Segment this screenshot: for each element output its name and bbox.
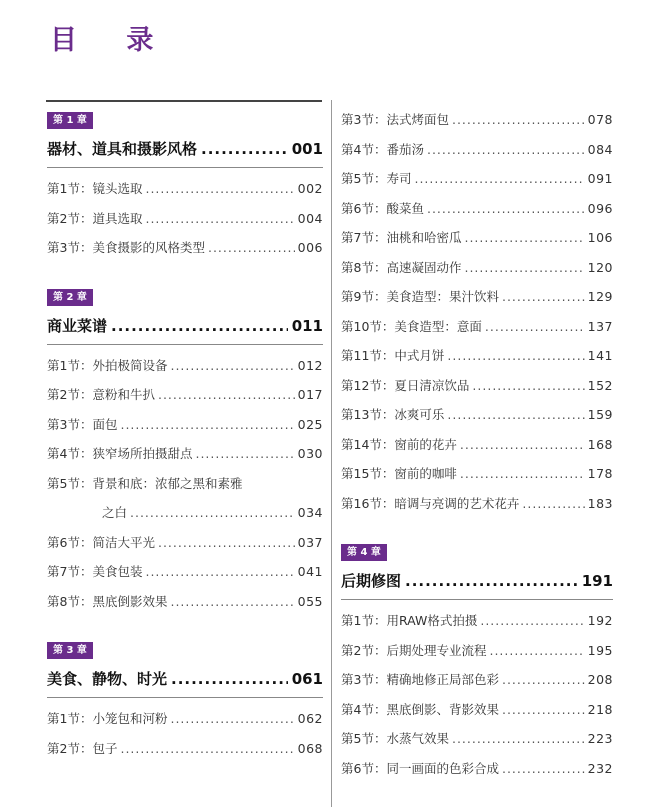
section-number: 第4节： [341,701,387,717]
top-rule [46,100,322,102]
section-title: 黑底倒影、背影效果 [386,701,499,717]
section-page: 034 [297,505,323,520]
section-title: 美食造型：意面 [394,318,482,334]
chapter-2 [47,285,323,617]
leader-dots [502,282,585,312]
leader-dots [452,105,585,135]
section-page: 218 [587,701,613,717]
toc-entry[interactable] [341,371,613,401]
toc-entry[interactable] [47,410,323,440]
toc-entry[interactable] [341,253,613,283]
section-page: 152 [587,377,613,393]
toc-entry[interactable] [341,135,613,165]
leader-dots [170,704,294,734]
toc-entry[interactable] [47,587,323,617]
section-title: 狭窄场所拍摄甜点 [92,446,193,461]
leader-dots [447,400,584,430]
section-title: 夏日清凉饮品 [394,377,470,393]
section-page: 037 [297,534,323,550]
toc-entry[interactable] [341,341,613,371]
chapter-heading[interactable] [47,665,323,693]
leader-dots [111,312,288,340]
section-page: 068 [297,740,323,756]
section-page: 091 [587,171,613,186]
section-page: 137 [587,318,613,334]
section-page: 183 [587,495,613,511]
section-number: 第1节： [47,711,93,726]
chapter-3 [47,638,323,763]
section-title: 水蒸气效果 [386,731,449,746]
leader-dots [170,351,294,381]
toc-entry[interactable] [47,528,323,558]
section-title: 寿司 [386,171,412,186]
toc-entry[interactable] [341,636,613,666]
leader-dots [120,734,294,764]
section-page: 004 [297,210,323,226]
section-page: 017 [297,387,323,402]
chapter-title: 美食、静物、时光 [47,670,168,688]
section-title: 番茄汤 [386,141,424,157]
leader-dots [145,204,294,234]
column-divider [331,100,332,807]
leader-dots [460,459,585,489]
section-title: 美食包装 [92,564,143,579]
section-number: 第3节： [341,112,387,127]
toc-entry[interactable] [341,164,613,194]
section-number: 第7节： [47,564,93,579]
leader-dots [405,567,578,595]
section-page: 002 [297,181,323,196]
toc-entry[interactable] [341,665,613,695]
section-title: 暗调与亮调的艺术花卉 [394,495,520,511]
toc-entry[interactable] [47,469,323,499]
toc-entry[interactable] [47,351,323,381]
chapter-4 [341,540,613,783]
section-title: 窗前的咖啡 [394,466,457,481]
section-number: 第6节： [341,760,387,776]
section-title: 美食摄影的风格类型 [92,240,205,255]
leader-dots [201,135,288,163]
chapter-page: 191 [581,572,613,590]
section-number: 第13节： [341,407,395,422]
leader-dots [452,724,585,754]
chapter-badge: 第 1 章 [47,112,93,129]
toc-entry[interactable] [47,439,323,469]
leader-dots [170,587,294,617]
toc-entry[interactable] [341,754,613,784]
chapter-title: 后期修图 [341,572,402,590]
section-title: 酸菜鱼 [386,200,424,216]
section-page: 041 [297,564,323,579]
section-number: 第12节： [341,377,395,393]
leader-dots [502,695,585,725]
section-number: 第3节： [47,416,93,432]
section-title: 后期处理专业流程 [386,642,487,658]
section-number: 第16节： [341,495,395,511]
toc-entry[interactable] [47,734,323,764]
toc-entry[interactable] [341,400,613,430]
leader-dots [464,253,584,283]
section-title: 高速凝固动作 [386,259,462,275]
section-number: 第4节： [47,446,93,461]
section-title: 油桃和哈密瓜 [386,230,462,245]
section-title: 意粉和牛扒 [92,387,155,402]
toc-entry[interactable] [47,704,323,734]
section-number: 第5节： [341,171,387,186]
chapter-title: 器材、道具和摄影风格 [47,140,198,158]
leader-dots [130,498,295,528]
leader-dots [120,410,294,440]
section-page: 223 [587,731,613,746]
section-number: 第9节： [341,289,387,304]
toc-entry-continued[interactable] [47,498,323,528]
section-title: 中式月饼 [394,348,445,363]
chapter-heading[interactable] [47,312,323,340]
chapter-badge: 第 2 章 [47,289,93,306]
toc-entry[interactable] [47,174,323,204]
section-number: 第1节： [47,357,93,373]
section-number: 第1节： [341,613,387,628]
toc-entry[interactable] [47,233,323,263]
leader-dots [158,528,295,558]
section-title: 镜头选取 [92,181,143,196]
section-page: 129 [587,289,613,304]
leader-dots [195,439,294,469]
section-title: 法式烤面包 [386,112,449,127]
leader-dots [489,636,584,666]
section-page: 006 [297,240,323,255]
leader-dots [145,174,294,204]
toc-entry[interactable] [341,695,613,725]
leader-dots [158,380,295,410]
section-page: 096 [587,200,613,216]
section-title: 简洁大平光 [92,534,155,550]
section-page: 106 [587,230,613,245]
chapter-page: 061 [291,670,323,688]
section-page: 055 [297,593,323,609]
toc-entry[interactable] [341,459,613,489]
leader-dots [427,135,585,165]
section-number: 第2节： [47,387,93,402]
chapter-heading[interactable] [341,567,613,595]
chapter-rule [47,167,323,168]
toc-entry[interactable] [47,380,323,410]
section-page: 062 [297,711,323,726]
leader-dots [460,430,585,460]
leader-dots [485,312,585,342]
toc-entry[interactable] [341,105,613,135]
toc-left-column [47,108,323,763]
chapter-badge: 第 4 章 [341,544,387,561]
leader-dots [472,371,584,401]
section-page: 012 [297,357,323,373]
toc-entry[interactable] [341,194,613,224]
chapter-page: 001 [291,140,323,158]
section-title: 用RAW格式拍摄 [386,613,478,628]
section-page: 208 [587,672,613,687]
section-page: 195 [587,642,613,658]
leader-dots [464,223,584,253]
section-number: 第11节： [341,348,395,363]
leader-dots [427,194,585,224]
section-title: 同一画面的色彩合成 [386,760,499,776]
section-page: 030 [297,446,323,461]
toc-entry[interactable] [341,282,613,312]
toc-entry[interactable] [47,557,323,587]
chapter-title: 商业菜谱 [47,316,108,335]
section-number: 第2节： [341,642,387,658]
section-number: 第15节： [341,466,395,481]
section-number: 第5节： [341,731,387,746]
section-page: 025 [297,416,323,432]
section-page: 078 [587,112,613,127]
section-number: 第3节： [47,240,93,255]
leader-dots [145,557,294,587]
toc-entry[interactable] [341,489,613,519]
toc-entry[interactable] [341,606,613,636]
section-number: 第10节： [341,318,395,334]
section-page: 178 [587,466,613,481]
section-number: 第2节： [47,740,93,756]
leader-dots [171,665,288,693]
section-page: 159 [587,407,613,422]
section-number: 第4节： [341,141,387,157]
toc-entry[interactable] [341,312,613,342]
leader-dots [208,233,295,263]
toc-right-column [341,105,613,783]
chapter-rule [47,697,323,698]
section-page: 192 [587,613,613,628]
leader-dots [414,164,584,194]
section-title: 黑底倒影效果 [92,593,168,609]
section-number: 第2节： [47,210,93,226]
toc-entry[interactable] [341,430,613,460]
chapter-page: 011 [291,316,323,335]
leader-dots [447,341,584,371]
page-title: 目 录 [50,25,174,56]
leader-dots [480,606,584,636]
chapter-rule [341,599,613,600]
leader-dots [502,754,585,784]
section-page: 120 [587,259,613,275]
section-title: 道具选取 [92,210,143,226]
toc-entry[interactable] [341,223,613,253]
leader-dots [522,489,584,519]
chapter-heading[interactable] [47,135,323,163]
section-number: 第7节： [341,230,387,245]
section-title: 精确地修正局部色彩 [386,672,499,687]
section-number: 第6节： [47,534,93,550]
section-page: 168 [587,436,613,452]
chapter-rule [47,344,323,345]
section-page: 141 [587,348,613,363]
toc-entry[interactable] [47,204,323,234]
chapter-badge: 第 3 章 [47,642,93,659]
chapter-1 [47,108,323,263]
section-number: 第5节： [47,475,93,491]
section-title: 背景和底：浓郁之黑和素雅 [92,475,243,491]
section-number: 第3节： [341,672,387,687]
leader-dots [502,665,585,695]
chapter-3-continued [341,105,613,518]
section-title: 小笼包和河粉 [92,711,168,726]
section-number: 第1节： [47,181,93,196]
section-title: 之白 [102,505,128,520]
section-number: 第6节： [341,200,387,216]
section-page: 232 [587,760,613,776]
section-title: 面包 [92,416,118,432]
section-number: 第8节： [47,593,93,609]
section-title: 包子 [92,740,118,756]
section-number: 第14节： [341,436,395,452]
toc-entry[interactable] [341,724,613,754]
section-number: 第8节： [341,259,387,275]
section-title: 窗前的花卉 [394,436,457,452]
section-title: 美食造型：果汁饮料 [386,289,499,304]
section-title: 外拍极简设备 [92,357,168,373]
section-page: 084 [587,141,613,157]
section-title: 冰爽可乐 [394,407,445,422]
